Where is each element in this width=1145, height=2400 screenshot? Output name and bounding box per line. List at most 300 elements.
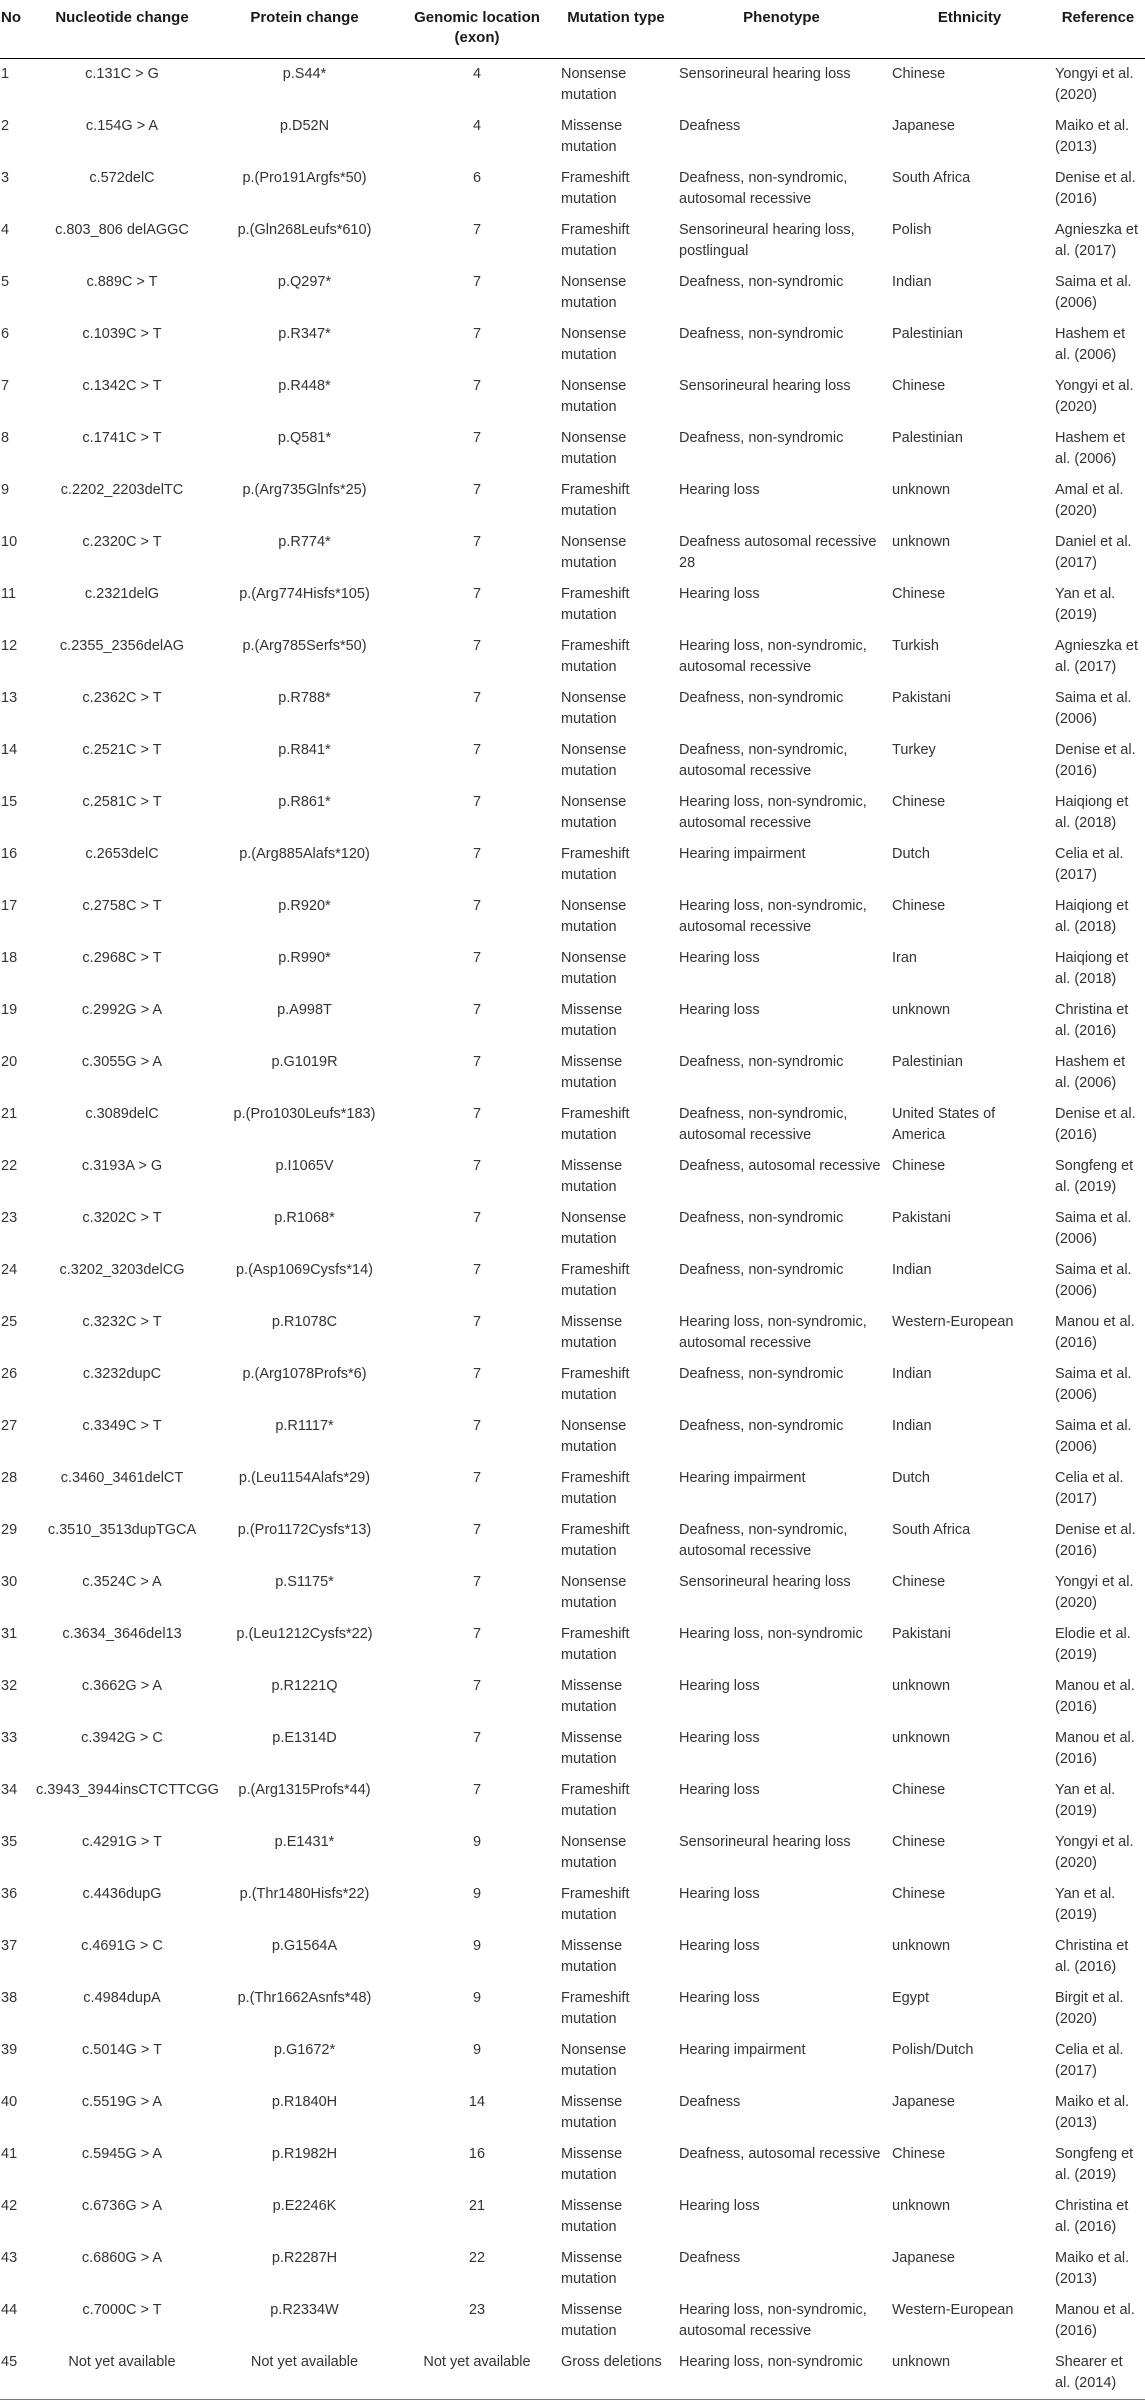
- cell-protein-change: p.(Pro1172Cysfs*13): [237, 1522, 372, 1538]
- table-row: [0, 111, 1145, 163]
- table-row: [0, 2243, 1145, 2295]
- cell-no: 3: [1, 170, 10, 186]
- cell-no: 24: [1, 1262, 18, 1278]
- cell-genomic-location: 22: [468, 2250, 486, 2266]
- cell-phenotype: Deafness, non-syndromic: [679, 326, 844, 342]
- cell-phenotype: Hearing impairment: [679, 846, 806, 862]
- cell-ethnicity: unknown: [892, 482, 951, 498]
- cell-no: 2: [1, 118, 10, 134]
- cell-ethnicity: Western-European: [892, 2302, 1014, 2318]
- cell-mutation-type: Missense mutation: [561, 1054, 623, 1091]
- cell-protein-change: p.(Leu1154Alafs*29): [238, 1470, 371, 1486]
- cell-phenotype: Sensorineural hearing loss: [679, 378, 851, 394]
- cell-protein-change: p.Q297*: [277, 274, 332, 290]
- cell-phenotype: Hearing loss: [679, 1886, 760, 1902]
- table-row: [0, 1827, 1145, 1879]
- table-row: [0, 735, 1145, 787]
- cell-nucleotide-change: c.2521C > T: [82, 742, 162, 758]
- cell-phenotype: Hearing loss, non-syndromic, autosomal recessive: [679, 794, 867, 831]
- table-row: [0, 579, 1145, 631]
- table-row: [0, 1203, 1145, 1255]
- cell-no: 38: [1, 1990, 18, 2006]
- cell-mutation-type: Nonsense mutation: [561, 1418, 627, 1455]
- cell-genomic-location: 7: [472, 638, 482, 654]
- cell-ethnicity: Iran: [892, 950, 917, 966]
- cell-phenotype: Hearing loss: [679, 1730, 760, 1746]
- cell-nucleotide-change: c.5014G > T: [82, 2042, 162, 2058]
- cell-protein-change: p.(Arg735Glnfs*25): [242, 482, 367, 498]
- cell-phenotype: Hearing loss: [679, 1678, 760, 1694]
- table-row: [0, 839, 1145, 891]
- cell-reference: Saima et al. (2006): [1055, 1418, 1132, 1455]
- cell-reference: Saima et al. (2006): [1055, 1210, 1132, 1247]
- cell-nucleotide-change: c.1039C > T: [82, 326, 162, 342]
- cell-reference: Birgit et al. (2020): [1055, 1990, 1124, 2027]
- cell-reference: Yan et al. (2019): [1055, 586, 1116, 623]
- cell-protein-change: p.R1221Q: [271, 1678, 338, 1694]
- cell-mutation-type: Frameshift mutation: [561, 222, 630, 259]
- cell-no: 22: [1, 1158, 18, 1174]
- cell-phenotype: Hearing loss: [679, 1990, 760, 2006]
- cell-protein-change: p.R1078C: [271, 1314, 338, 1330]
- cell-nucleotide-change: c.803_806 delAGGC: [55, 222, 189, 238]
- cell-phenotype: Hearing loss, non-syndromic: [679, 1626, 863, 1642]
- cell-no: 14: [1, 742, 18, 758]
- cell-phenotype: Deafness: [679, 118, 741, 134]
- cell-ethnicity: unknown: [892, 1938, 951, 1954]
- cell-phenotype: Hearing loss: [679, 482, 760, 498]
- cell-ethnicity: Turkish: [892, 638, 939, 654]
- cell-no: 12: [1, 638, 18, 654]
- cell-reference: Yongyi et al. (2020): [1055, 1834, 1134, 1871]
- cell-phenotype: Deafness, non-syndromic: [679, 1366, 844, 1382]
- cell-reference: Denise et al. (2016): [1055, 1522, 1136, 1559]
- header-no: No: [0, 0, 32, 59]
- cell-no: 30: [1, 1574, 18, 1590]
- cell-nucleotide-change: c.3460_3461delCT: [60, 1470, 184, 1486]
- cell-reference: Christina et al. (2016): [1055, 2198, 1129, 2235]
- cell-ethnicity: Western-European: [892, 1314, 1014, 1330]
- cell-mutation-type: Frameshift mutation: [561, 1262, 630, 1299]
- cell-phenotype: Deafness, non-syndromic: [679, 1054, 844, 1070]
- cell-reference: Celia et al. (2017): [1055, 846, 1124, 883]
- cell-reference: Shearer et al. (2014): [1051, 2347, 1145, 2400]
- cell-nucleotide-change: c.3089delC: [85, 1106, 159, 1122]
- cell-nucleotide-change: c.3943_3944insCTCTTCGG: [36, 1782, 219, 1798]
- cell-phenotype: Deafness, autosomal recessive: [679, 2146, 881, 2162]
- header-nucleotide-change: Nucleotide change: [32, 0, 212, 59]
- cell-ethnicity: Chinese: [892, 378, 946, 394]
- cell-nucleotide-change: c.2321delG: [84, 586, 160, 602]
- cell-protein-change: p.(Arg785Serfs*50): [242, 638, 367, 654]
- cell-mutation-type: Frameshift mutation: [561, 1886, 630, 1923]
- cell-no: 40: [1, 2094, 18, 2110]
- cell-mutation-type: Nonsense mutation: [561, 430, 627, 467]
- cell-phenotype: Hearing loss: [679, 2198, 760, 2214]
- cell-protein-change: p.R920*: [278, 898, 331, 914]
- cell-mutation-type: Frameshift mutation: [561, 1366, 630, 1403]
- cell-ethnicity: Chinese: [892, 1574, 946, 1590]
- cell-genomic-location: 7: [472, 1002, 482, 1018]
- cell-ethnicity: Japanese: [892, 2094, 955, 2110]
- cell-nucleotide-change: c.3232C > T: [82, 1314, 162, 1330]
- cell-no: 39: [1, 2042, 18, 2058]
- header-reference: Reference: [1051, 0, 1145, 59]
- cell-mutation-type: Nonsense mutation: [561, 742, 627, 779]
- cell-phenotype: Deafness autosomal recessive 28: [679, 534, 877, 571]
- cell-protein-change: Not yet available: [212, 2347, 397, 2400]
- cell-mutation-type: Missense mutation: [561, 1158, 623, 1195]
- cell-genomic-location: 7: [472, 1418, 482, 1434]
- cell-protein-change: p.R774*: [278, 534, 331, 550]
- table-row: [0, 1619, 1145, 1671]
- header-mutation-type: Mutation type: [557, 0, 675, 59]
- cell-no: 7: [1, 378, 10, 394]
- cell-phenotype: Deafness, non-syndromic, autosomal recessive: [679, 742, 848, 779]
- cell-genomic-location: 7: [472, 586, 482, 602]
- cell-no: 20: [1, 1054, 18, 1070]
- cell-protein-change: p.Q581*: [277, 430, 332, 446]
- cell-no: 19: [1, 1002, 18, 1018]
- cell-reference: Yan et al. (2019): [1055, 1782, 1116, 1819]
- cell-ethnicity: Chinese: [892, 66, 946, 82]
- cell-nucleotide-change: c.3524C > A: [82, 1574, 162, 1590]
- cell-nucleotide-change: c.3942G > C: [81, 1730, 163, 1746]
- cell-reference: Yan et al. (2019): [1055, 1886, 1116, 1923]
- cell-protein-change: p.R841*: [278, 742, 331, 758]
- cell-phenotype: Hearing impairment: [679, 2042, 806, 2058]
- cell-genomic-location: 7: [472, 950, 482, 966]
- cell-genomic-location: 7: [472, 1730, 482, 1746]
- cell-nucleotide-change: c.3193A > G: [81, 1158, 163, 1174]
- cell-ethnicity: unknown: [892, 2198, 951, 2214]
- cell-protein-change: p.R1840H: [271, 2094, 338, 2110]
- cell-genomic-location: 21: [468, 2198, 486, 2214]
- cell-mutation-type: Nonsense mutation: [561, 1574, 627, 1611]
- table-row: [0, 527, 1145, 579]
- table-row: [0, 423, 1145, 475]
- cell-nucleotide-change: c.3055G > A: [81, 1054, 163, 1070]
- cell-genomic-location: 7: [472, 378, 482, 394]
- cell-genomic-location: 9: [472, 1886, 482, 1902]
- cell-ethnicity: Pakistani: [892, 1626, 951, 1642]
- cell-nucleotide-change: c.154G > A: [85, 118, 159, 134]
- cell-nucleotide-change: c.4436dupG: [82, 1886, 162, 1902]
- cell-mutation-type: Missense mutation: [561, 1678, 623, 1715]
- cell-nucleotide-change: c.2758C > T: [82, 898, 162, 914]
- cell-phenotype: Hearing loss: [679, 950, 760, 966]
- table-row: [0, 319, 1145, 371]
- cell-protein-change: p.R2334W: [270, 2302, 339, 2318]
- cell-reference: Hashem et al. (2006): [1055, 1054, 1126, 1091]
- cell-ethnicity: Chinese: [892, 586, 946, 602]
- cell-no: 1: [1, 66, 10, 82]
- cell-phenotype: Deafness: [679, 2250, 741, 2266]
- table-row: [0, 2347, 1145, 2400]
- cell-mutation-type: Nonsense mutation: [561, 1210, 627, 1247]
- cell-phenotype: Deafness, non-syndromic: [679, 1418, 844, 1434]
- cell-reference: Manou et al. (2016): [1055, 1730, 1135, 1767]
- cell-no: 41: [1, 2146, 18, 2162]
- cell-no: 45: [0, 2347, 32, 2400]
- cell-protein-change: p.(Thr1480Hisfs*22): [239, 1886, 370, 1902]
- cell-ethnicity: Egypt: [892, 1990, 930, 2006]
- cell-phenotype: Hearing impairment: [679, 1470, 806, 1486]
- cell-protein-change: p.G1672*: [273, 2042, 336, 2058]
- cell-reference: Celia et al. (2017): [1055, 1470, 1124, 1507]
- cell-phenotype: Deafness, non-syndromic, autosomal recessive: [679, 1106, 848, 1143]
- cell-ethnicity: unknown: [888, 2347, 1051, 2400]
- cell-no: 10: [1, 534, 18, 550]
- cell-no: 8: [1, 430, 10, 446]
- cell-genomic-location: 7: [472, 1314, 482, 1330]
- table-body: [0, 59, 1145, 2400]
- table-row: [0, 1151, 1145, 1203]
- cell-reference: Agnieszka et al. (2017): [1055, 638, 1139, 675]
- cell-phenotype: Deafness, non-syndromic: [679, 1210, 844, 1226]
- cell-no: 21: [1, 1106, 18, 1122]
- cell-nucleotide-change: c.3662G > A: [81, 1678, 163, 1694]
- cell-protein-change: p.(Arg774Hisfs*105): [239, 586, 370, 602]
- cell-mutation-type: Missense mutation: [561, 1938, 623, 1975]
- cell-protein-change: p.R788*: [278, 690, 331, 706]
- cell-mutation-type: Nonsense mutation: [561, 794, 627, 831]
- cell-nucleotide-change: c.3510_3513dupTGCA: [47, 1522, 197, 1538]
- cell-mutation-type: Missense mutation: [561, 2198, 623, 2235]
- cell-genomic-location: 9: [472, 1938, 482, 1954]
- cell-phenotype: Deafness, non-syndromic: [679, 274, 844, 290]
- cell-protein-change: p.(Pro1030Leufs*183): [233, 1106, 376, 1122]
- table-row: [0, 683, 1145, 735]
- cell-no: 44: [1, 2302, 18, 2318]
- table-row: [0, 943, 1145, 995]
- cell-genomic-location: 7: [472, 430, 482, 446]
- cell-mutation-type: Frameshift mutation: [561, 1106, 630, 1143]
- cell-ethnicity: Indian: [892, 1262, 932, 1278]
- cell-mutation-type: Nonsense mutation: [561, 534, 627, 571]
- cell-ethnicity: unknown: [892, 1002, 951, 1018]
- cell-nucleotide-change: c.7000C > T: [82, 2302, 162, 2318]
- cell-genomic-location: 7: [472, 898, 482, 914]
- cell-reference: Saima et al. (2006): [1055, 690, 1132, 727]
- cell-phenotype: Deafness, non-syndromic: [679, 1262, 844, 1278]
- cell-protein-change: p.D52N: [279, 118, 330, 134]
- cell-no: 4: [1, 222, 10, 238]
- cell-reference: Denise et al. (2016): [1055, 170, 1136, 207]
- cell-no: 9: [1, 482, 10, 498]
- cell-protein-change: p.E1314D: [272, 1730, 337, 1746]
- cell-phenotype: Sensorineural hearing loss: [679, 1574, 851, 1590]
- cell-ethnicity: Chinese: [892, 1886, 946, 1902]
- cell-phenotype: Deafness, non-syndromic, autosomal recessive: [679, 170, 848, 207]
- table-row: [0, 59, 1145, 112]
- cell-ethnicity: Chinese: [892, 1158, 946, 1174]
- header-genomic-location: Genomic location (exon): [397, 0, 557, 59]
- table-row: [0, 371, 1145, 423]
- cell-nucleotide-change: c.1342C > T: [82, 378, 162, 394]
- table-row: [0, 787, 1145, 839]
- cell-genomic-location: 4: [472, 118, 482, 134]
- cell-ethnicity: Chinese: [892, 794, 946, 810]
- cell-nucleotide-change: c.2581C > T: [82, 794, 162, 810]
- cell-ethnicity: Palestinian: [892, 1054, 963, 1070]
- cell-ethnicity: Polish: [892, 222, 932, 238]
- cell-mutation-type: Frameshift mutation: [561, 1990, 630, 2027]
- cell-protein-change: p.(Asp1069Cysfs*14): [235, 1262, 373, 1278]
- cell-reference: Yongyi et al. (2020): [1055, 66, 1134, 103]
- table-row: [0, 1515, 1145, 1567]
- cell-no: 23: [1, 1210, 18, 1226]
- cell-mutation-type: Frameshift mutation: [561, 846, 630, 883]
- cell-no: 25: [1, 1314, 18, 1330]
- cell-ethnicity: Japanese: [892, 2250, 955, 2266]
- cell-nucleotide-change: c.3634_3646del13: [62, 1626, 182, 1642]
- cell-protein-change: p.R448*: [278, 378, 331, 394]
- cell-genomic-location: 7: [472, 1782, 482, 1798]
- cell-genomic-location: 7: [472, 1106, 482, 1122]
- header-ethnicity: Ethnicity: [888, 0, 1051, 59]
- cell-mutation-type: Missense mutation: [561, 1314, 623, 1351]
- table-row: [0, 2295, 1145, 2347]
- cell-phenotype: Deafness, non-syndromic, autosomal recessive: [679, 1522, 848, 1559]
- cell-reference: Haiqiong et al. (2018): [1055, 950, 1129, 987]
- cell-mutation-type: Frameshift mutation: [561, 1522, 630, 1559]
- cell-mutation-type: Missense mutation: [561, 1002, 623, 1039]
- cell-genomic-location: 9: [472, 2042, 482, 2058]
- cell-phenotype: Hearing loss, non-syndromic, autosomal recessive: [679, 1314, 867, 1351]
- cell-nucleotide-change: c.572delC: [89, 170, 155, 186]
- cell-genomic-location: 9: [472, 1990, 482, 2006]
- cell-reference: Hashem et al. (2006): [1055, 326, 1126, 363]
- cell-protein-change: p.R1068*: [274, 1210, 335, 1226]
- cell-genomic-location: 6: [472, 170, 482, 186]
- cell-phenotype: Hearing loss, non-syndromic, autosomal recessive: [679, 898, 867, 935]
- cell-ethnicity: Palestinian: [892, 326, 963, 342]
- cell-genomic-location: 9: [472, 1834, 482, 1850]
- cell-protein-change: p.R1982H: [271, 2146, 338, 2162]
- table-row: [0, 1983, 1145, 2035]
- cell-phenotype: Sensorineural hearing loss: [679, 1834, 851, 1850]
- cell-genomic-location: 23: [468, 2302, 486, 2318]
- cell-mutation-type: Frameshift mutation: [561, 482, 630, 519]
- cell-nucleotide-change: Not yet available: [32, 2347, 212, 2400]
- cell-no: 11: [1, 586, 17, 602]
- cell-reference: Christina et al. (2016): [1055, 1002, 1129, 1039]
- cell-genomic-location: 7: [472, 274, 482, 290]
- table-row: [0, 1099, 1145, 1151]
- cell-phenotype: Hearing loss: [679, 1782, 760, 1798]
- cell-protein-change: p.(Gln268Leufs*610): [237, 222, 372, 238]
- cell-ethnicity: South Africa: [892, 170, 971, 186]
- cell-reference: Elodie et al. (2019): [1055, 1626, 1131, 1663]
- cell-nucleotide-change: c.2355_2356delAG: [59, 638, 185, 654]
- cell-no: 13: [1, 690, 18, 706]
- cell-reference: Agnieszka et al. (2017): [1055, 222, 1139, 259]
- cell-no: 5: [1, 274, 10, 290]
- table-row: [0, 995, 1145, 1047]
- cell-reference: Denise et al. (2016): [1055, 742, 1136, 779]
- cell-ethnicity: Polish/Dutch: [892, 2042, 974, 2058]
- cell-nucleotide-change: c.4691G > C: [81, 1938, 163, 1954]
- cell-ethnicity: Palestinian: [892, 430, 963, 446]
- cell-reference: Manou et al. (2016): [1055, 2302, 1135, 2339]
- cell-nucleotide-change: c.2202_2203delTC: [60, 482, 184, 498]
- cell-genomic-location: 14: [468, 2094, 486, 2110]
- cell-phenotype: Sensorineural hearing loss: [679, 66, 851, 82]
- cell-phenotype: Deafness, non-syndromic: [679, 430, 844, 446]
- cell-nucleotide-change: c.3202C > T: [82, 1210, 162, 1226]
- cell-no: 17: [1, 898, 18, 914]
- table-row: [0, 215, 1145, 267]
- cell-ethnicity: Pakistani: [892, 1210, 951, 1226]
- cell-genomic-location: 7: [472, 1626, 482, 1642]
- cell-reference: Yongyi et al. (2020): [1055, 1574, 1134, 1611]
- cell-genomic-location: 7: [472, 1470, 482, 1486]
- cell-genomic-location: 7: [472, 1574, 482, 1590]
- cell-phenotype: Hearing loss: [679, 1002, 760, 1018]
- table-row: [0, 1775, 1145, 1827]
- header-phenotype: Phenotype: [675, 0, 888, 59]
- table-row: [0, 2087, 1145, 2139]
- cell-phenotype: Deafness, autosomal recessive: [679, 1158, 881, 1174]
- cell-no: 16: [1, 846, 18, 862]
- cell-reference: Saima et al. (2006): [1055, 1262, 1132, 1299]
- cell-mutation-type: Nonsense mutation: [561, 898, 627, 935]
- cell-genomic-location: 16: [468, 2146, 486, 2162]
- cell-reference: Denise et al. (2016): [1055, 1106, 1136, 1143]
- cell-ethnicity: Chinese: [892, 1782, 946, 1798]
- cell-no: 32: [1, 1678, 18, 1694]
- table-row: [0, 1567, 1145, 1619]
- cell-no: 28: [1, 1470, 18, 1486]
- cell-ethnicity: Turkey: [892, 742, 936, 758]
- table-row: [0, 1411, 1145, 1463]
- cell-mutation-type: Nonsense mutation: [561, 378, 627, 415]
- cell-phenotype: Hearing loss, non-syndromic: [675, 2347, 888, 2400]
- cell-genomic-location: 7: [472, 690, 482, 706]
- cell-protein-change: p.R1117*: [275, 1418, 334, 1434]
- header-protein-change: Protein change: [212, 0, 397, 59]
- cell-reference: Songfeng et al. (2019): [1055, 1158, 1134, 1195]
- cell-mutation-type: Nonsense mutation: [561, 690, 627, 727]
- cell-protein-change: p.S1175*: [275, 1574, 334, 1590]
- cell-genomic-location: 7: [472, 846, 482, 862]
- header-row: [0, 0, 1145, 59]
- cell-protein-change: p.E1431*: [274, 1834, 335, 1850]
- cell-no: 36: [1, 1886, 18, 1902]
- cell-mutation-type: Gross deletions: [557, 2347, 675, 2400]
- cell-genomic-location: 7: [472, 482, 482, 498]
- cell-no: 6: [1, 326, 10, 342]
- cell-reference: Maiko et al. (2013): [1055, 118, 1130, 155]
- table-row: [0, 891, 1145, 943]
- cell-protein-change: p.I1065V: [275, 1158, 334, 1174]
- cell-reference: Daniel et al. (2017): [1055, 534, 1132, 571]
- cell-ethnicity: Dutch: [892, 846, 930, 862]
- cell-mutation-type: Frameshift mutation: [561, 1782, 630, 1819]
- cell-genomic-location: 7: [472, 794, 482, 810]
- cell-ethnicity: Indian: [892, 274, 932, 290]
- table-row: [0, 1671, 1145, 1723]
- cell-ethnicity: Pakistani: [892, 690, 951, 706]
- cell-genomic-location: 7: [472, 222, 482, 238]
- cell-no: 42: [1, 2198, 18, 2214]
- cell-ethnicity: unknown: [892, 1730, 951, 1746]
- cell-mutation-type: Frameshift mutation: [561, 1626, 630, 1663]
- cell-protein-change: p.S44*: [282, 66, 327, 82]
- cell-ethnicity: Chinese: [892, 2146, 946, 2162]
- cell-nucleotide-change: c.3349C > T: [82, 1418, 162, 1434]
